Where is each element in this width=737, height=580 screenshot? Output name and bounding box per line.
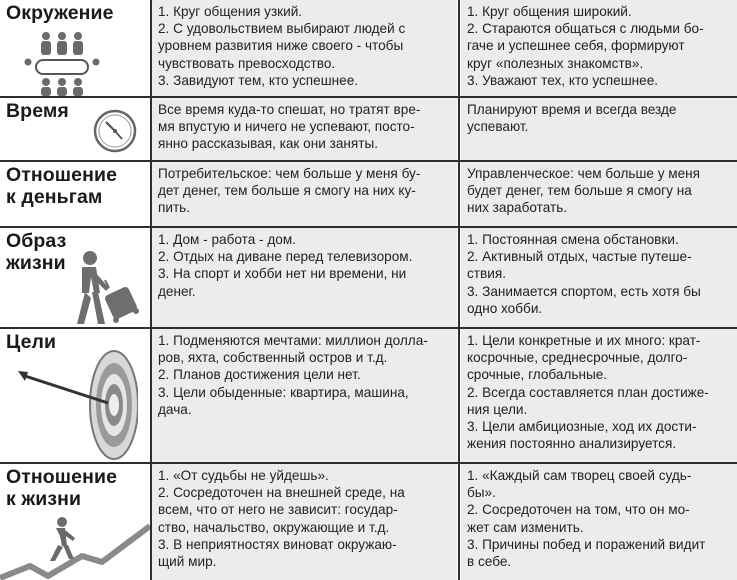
text-line: 1. «Каждый сам творец своей судь- — [467, 468, 692, 483]
row-header — [0, 162, 150, 226]
text-line: дет денег, тем больше я смогу на них ку- — [158, 183, 416, 199]
text-line: Все время куда-то спешат, но тратят вре- — [158, 102, 421, 117]
column-divider — [150, 0, 152, 580]
text-line: 3. Причины побед и поражений видит — [467, 536, 706, 552]
text-line: денег. — [158, 283, 196, 299]
text-line: ния цели. — [467, 401, 528, 417]
text-line: 2. Активный отдых, частые путеше- — [467, 249, 692, 265]
meeting-table-icon — [22, 30, 102, 96]
target-arrow-icon — [14, 345, 138, 461]
text-line: жения постоянно анализируется. — [467, 436, 677, 452]
text-line: 3. В неприятностях виноват окружаю- — [158, 536, 397, 552]
left-cell — [152, 228, 457, 327]
right-cell — [461, 162, 737, 226]
text-line: успевают. — [467, 119, 529, 135]
text-line: круг «полезных знакомств». — [467, 55, 644, 71]
text-line: в себе. — [467, 554, 512, 570]
row-header — [0, 329, 150, 462]
clock-icon — [92, 108, 138, 154]
row-life-attitude — [0, 464, 737, 580]
text-line: ство, начальство, окружающие и т.д. — [158, 519, 390, 535]
text-line: 3. Уважают тех, кто успешнее. — [467, 72, 659, 88]
text-line: пить. — [158, 200, 191, 216]
column-divider — [458, 0, 460, 580]
text-line: дача. — [158, 401, 192, 417]
text-line: 2. Сосредоточен на том, что он мо- — [467, 502, 690, 518]
text-line: 3. На спорт и хобби нет ни времени, ни — [158, 266, 407, 282]
text-line: всем, что от него не зависит: государ- — [158, 502, 398, 518]
text-line: срочные, глобальные. — [467, 367, 608, 383]
row-time — [0, 98, 737, 160]
text-line: 2. Всегда составляется план достиже- — [467, 384, 709, 400]
left-cell — [152, 162, 457, 226]
text-line: косрочные, среднесрочные, долго- — [467, 350, 688, 366]
right-cell — [461, 464, 737, 580]
row-lifestyle — [0, 228, 737, 327]
text-line: уровнем развития ниже своего - чтобы — [158, 38, 404, 54]
row-environment — [0, 0, 737, 96]
row-header — [0, 0, 150, 96]
text-line: 1. «От судьбы не уйдешь». — [158, 468, 329, 483]
text-line: 2. Сосредоточен на внешней среде, на — [158, 485, 405, 501]
right-cell — [461, 228, 737, 327]
left-cell — [152, 0, 457, 96]
text-line: мя впустую и ничего не успевают, посто- — [158, 119, 415, 135]
text-line: 1. Постоянная смена обстановки. — [467, 232, 679, 247]
climbing-person-icon — [0, 516, 150, 580]
text-line: 3. Цели амбициозные, ход их дости- — [467, 419, 697, 435]
row-title: Время — [6, 100, 69, 122]
left-cell — [152, 98, 457, 160]
row-goals — [0, 329, 737, 462]
left-cell — [152, 329, 457, 462]
row-title: Образ жизни — [6, 230, 67, 274]
text-line: 1. Круг общения широкий. — [467, 4, 632, 19]
row-header — [0, 464, 150, 580]
text-line: ров, яхта, собственный остров и т.д. — [158, 350, 388, 366]
text-line: будет денег, тем больше я смогу на — [467, 183, 692, 199]
text-line: Планируют время и всегда везде — [467, 102, 677, 117]
text-line: ствия. — [467, 266, 506, 282]
left-cell — [152, 464, 457, 580]
text-line: 3. Цели обыденные: квартира, машина, — [158, 384, 409, 400]
right-cell — [461, 329, 737, 462]
text-line: жет сам изменить. — [467, 519, 584, 535]
text-line: 2. Отдых на диване перед телевизором. — [158, 249, 413, 265]
text-line: 1. Дом - работа - дом. — [158, 232, 296, 247]
text-line: гаче и успешнее себя, формируют — [467, 38, 685, 54]
text-line: 1. Подменяются мечтами: миллион долла- — [158, 333, 428, 348]
text-line: 2. Планов достижения цели нет. — [158, 367, 361, 383]
row-money — [0, 162, 737, 226]
text-line: бы». — [467, 485, 496, 501]
text-line: 1. Круг общения узкий. — [158, 4, 303, 19]
row-header — [0, 98, 150, 160]
text-line: янно рассказывая, как они заняты. — [158, 136, 379, 152]
text-line: 2. Стараются общаться с людьми бо- — [467, 21, 704, 37]
right-cell — [461, 98, 737, 160]
row-title: Отношение к деньгам — [6, 164, 118, 208]
text-line: Потребительское: чем больше у меня бу- — [158, 166, 421, 181]
right-cell — [461, 0, 737, 96]
text-line: 1. Цели конкретные и их много: крат- — [467, 333, 701, 348]
text-line: них заработать. — [467, 200, 568, 216]
text-line: 3. Занимается спортом, есть хотя бы — [467, 283, 701, 299]
row-title: Отношение к жизни — [6, 466, 118, 510]
text-line: 2. С удовольствием выбирают людей с — [158, 21, 406, 37]
text-line: 3. Завидуют тем, кто успешнее. — [158, 72, 359, 88]
text-line: щий мир. — [158, 554, 217, 570]
row-header — [0, 228, 150, 327]
text-line: чувствовать превосходство. — [158, 55, 336, 71]
traveler-with-suitcase-icon — [64, 250, 148, 326]
row-title: Окружение — [6, 2, 114, 24]
text-line: Управленческое: чем больше у меня — [467, 166, 701, 181]
text-line: одно хобби. — [467, 300, 543, 316]
row-title: Цели — [6, 331, 57, 353]
